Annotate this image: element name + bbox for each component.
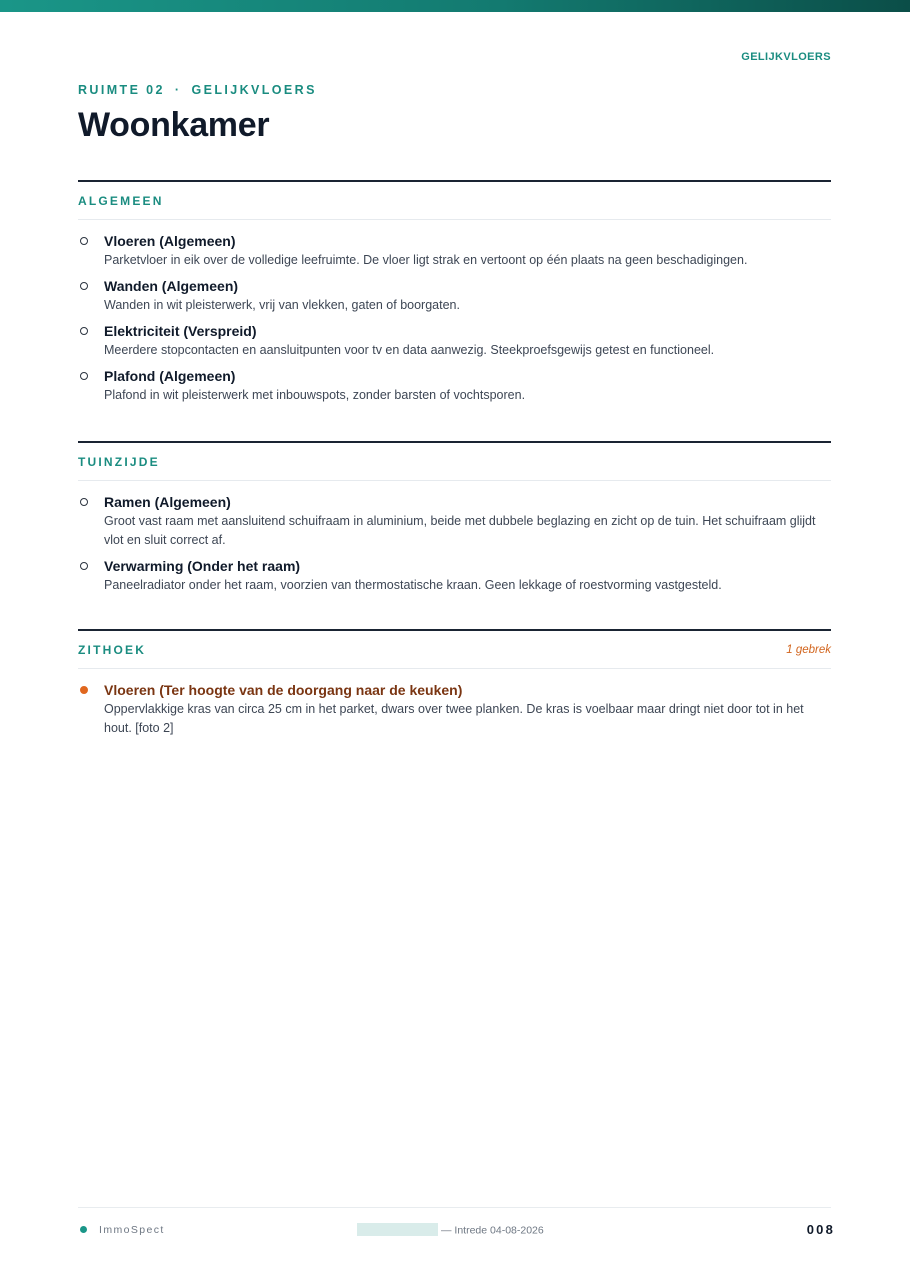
defect-count-note: 1 gebrek xyxy=(786,643,831,656)
page-footer xyxy=(78,1207,835,1254)
item-title: Elektriciteit (Verspreid) xyxy=(104,323,257,339)
section-header xyxy=(78,182,831,220)
section-title: ALGEMEEN xyxy=(78,193,164,208)
top-accent-bar xyxy=(0,0,910,12)
footer-brand: ImmoSpect xyxy=(99,1224,165,1236)
section-zithoek xyxy=(78,629,831,746)
room-eyebrow xyxy=(78,83,317,97)
redacted-block xyxy=(357,1223,438,1236)
brand-dot-icon xyxy=(80,1226,87,1233)
section-header xyxy=(78,443,831,481)
eyebrow-separator: · xyxy=(174,83,182,97)
room-floor: GELIJKVLOERS xyxy=(191,83,317,97)
item-title: Verwarming (Onder het raam) xyxy=(104,558,301,574)
status-circle-icon xyxy=(80,237,88,245)
section-algemeen xyxy=(78,180,831,413)
section-title: TUINZIJDE xyxy=(78,454,160,469)
status-circle-icon xyxy=(80,372,88,380)
item-description: Oppervlakkige kras van circa 25 cm in het parket, dwars over twee planken. De kras is voelbaar maar dringt niet door tot in het hout. [foto 2] xyxy=(104,702,804,735)
item-title: Vloeren (Ter hoogte van de doorgang naar de keuken) xyxy=(104,682,463,698)
item-description: Meerdere stopcontacten en aansluitpunten voor tv en data aanwezig. Steekproefsgewijs getest en functioneel. xyxy=(104,343,715,357)
item-list xyxy=(78,669,831,738)
list-item-defect xyxy=(78,682,831,738)
header-floor-tag: GELIJKVLOERS xyxy=(741,51,831,63)
item-title: Ramen (Algemeen) xyxy=(104,494,231,510)
item-description: Groot vast raam met aansluitend schuifraam in aluminium, beide met dubbele beglazing en zicht op de tuin. Het schuifraam glijdt vlot en sluit correct af. xyxy=(104,514,816,547)
status-circle-icon xyxy=(80,498,88,506)
item-title: Wanden (Algemeen) xyxy=(104,278,239,294)
page-title: Woonkamer xyxy=(78,106,270,144)
list-item xyxy=(78,323,831,360)
item-list xyxy=(78,481,831,595)
item-title: Vloeren (Algemeen) xyxy=(104,233,236,249)
status-circle-icon xyxy=(80,282,88,290)
section-tuinzijde xyxy=(78,441,831,603)
list-item xyxy=(78,233,831,270)
item-title: Plafond (Algemeen) xyxy=(104,368,236,384)
defect-dot-icon xyxy=(80,686,88,694)
room-number: RUIMTE 02 xyxy=(78,83,165,97)
item-description: Plafond in wit pleisterwerk met inbouwspots, zonder barsten of vochtsporen. xyxy=(104,388,526,402)
list-item xyxy=(78,278,831,315)
section-title: ZITHOEK xyxy=(78,642,147,657)
section-header xyxy=(78,631,831,669)
item-description: Wanden in wit pleisterwerk, vrij van vlekken, gaten of boorgaten. xyxy=(104,298,460,312)
item-description: Paneelradiator onder het raam, voorzien van thermostatische kraan. Geen lekkage of roestvorming vastgesteld. xyxy=(104,578,722,592)
footer-inspection-info xyxy=(357,1224,544,1237)
footer-intrede: — Intrede 04-08-2026 xyxy=(441,1224,544,1237)
list-item xyxy=(78,494,831,550)
item-description: Parketvloer in eik over de volledige leefruimte. De vloer ligt strak en vertoont op één plaats na geen beschadigingen. xyxy=(104,253,748,267)
page-number: 008 xyxy=(806,1222,835,1237)
list-item xyxy=(78,558,831,595)
status-circle-icon xyxy=(80,327,88,335)
status-circle-icon xyxy=(80,562,88,570)
list-item xyxy=(78,368,831,405)
item-list xyxy=(78,220,831,405)
